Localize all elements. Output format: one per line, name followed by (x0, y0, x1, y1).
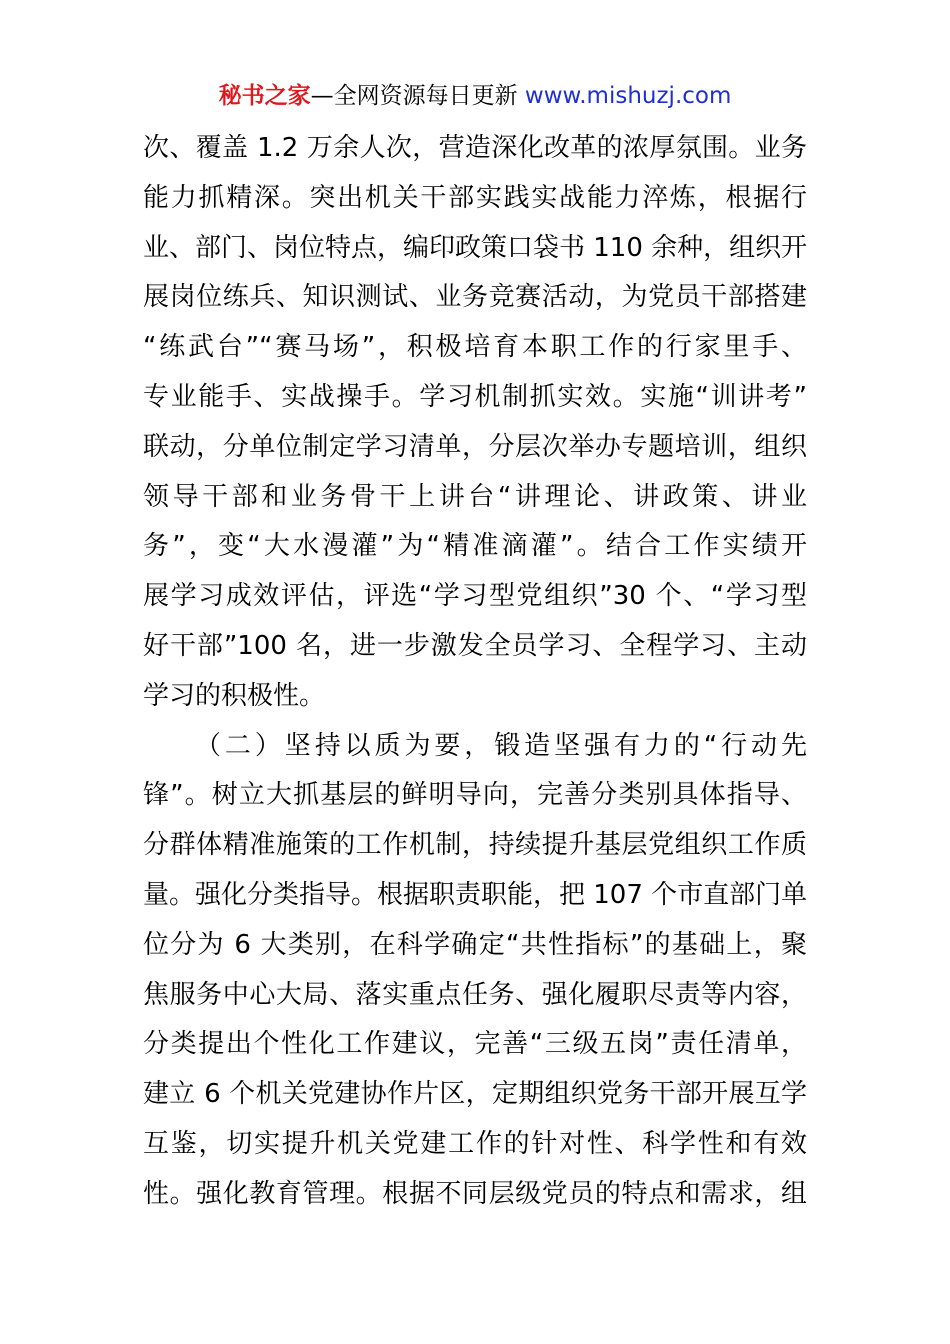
text-line: 性。强化教育管理。根据不同层级党员的特点和需求，组 (143, 1178, 807, 1209)
text-line: 领导干部和业务骨干上讲台“讲理论、讲政策、讲业 (143, 481, 807, 512)
text-line: 分群体精准施策的工作机制，持续提升基层党组织工作质 (143, 830, 807, 861)
text-line: 务”，变“大水漫灌”为“精准滴灌”。结合工作实绩开 (143, 531, 807, 562)
text-line: 量。强化分类指导。根据职责职能，把 107 个市直部门单 (143, 879, 807, 910)
text-line: 焦服务中心大局、落实重点任务、强化履职尽责等内容， (143, 979, 807, 1010)
site-brand: 秘书之家 (218, 83, 311, 109)
section-heading-line: （二）坚持以质为要，锻造坚强有力的“行动先 (195, 730, 807, 761)
text-line: 建立 6 个机关党建协作片区，定期组织党务干部开展互学 (143, 1079, 807, 1110)
document-body (143, 124, 807, 1220)
text-line: 次、覆盖 1.2 万余人次，营造深化改革的浓厚氛围。业务 (143, 133, 807, 163)
site-url: www.mishuzj.com (524, 83, 732, 109)
text-line: 专业能手、实战操手。学习机制抓实效。实施“训讲考” (143, 381, 807, 412)
text-line: 位分为 6 大类别，在科学确定“共性指标”的基础上，聚 (143, 929, 807, 960)
text-line: 好干部”100 名，进一步激发全员学习、全程学习、主动 (143, 630, 807, 661)
text-line: 能力抓精深。突出机关干部实践实战能力淬炼，根据行 (143, 182, 807, 213)
text-line: 展学习成效评估，评选“学习型党组织”30 个、“学习型 (143, 581, 807, 612)
site-tagline: —全网资源每日更新 (310, 83, 525, 109)
text-line: 锋”。树立大抓基层的鲜明导向，完善分类别具体指导、 (143, 780, 807, 811)
text-line: “练武台”“赛马场”，积极培育本职工作的行家里手、 (143, 332, 807, 363)
text-line: 业、部门、岗位特点，编印政策口袋书 110 余种，组织开 (143, 232, 807, 263)
page-header (0, 80, 950, 112)
text-line: 联动，分单位制定学习清单，分层次举办专题培训，组织 (143, 431, 807, 462)
text-line: 展岗位练兵、知识测试、业务竞赛活动，为党员干部搭建 (143, 282, 807, 313)
text-line: 分类提出个性化工作建议，完善“三级五岗”责任清单， (143, 1029, 807, 1060)
text-line: 互鉴，切实提升机关党建工作的针对性、科学性和有效 (143, 1128, 807, 1159)
text-line: 学习的积极性。 (143, 680, 326, 711)
